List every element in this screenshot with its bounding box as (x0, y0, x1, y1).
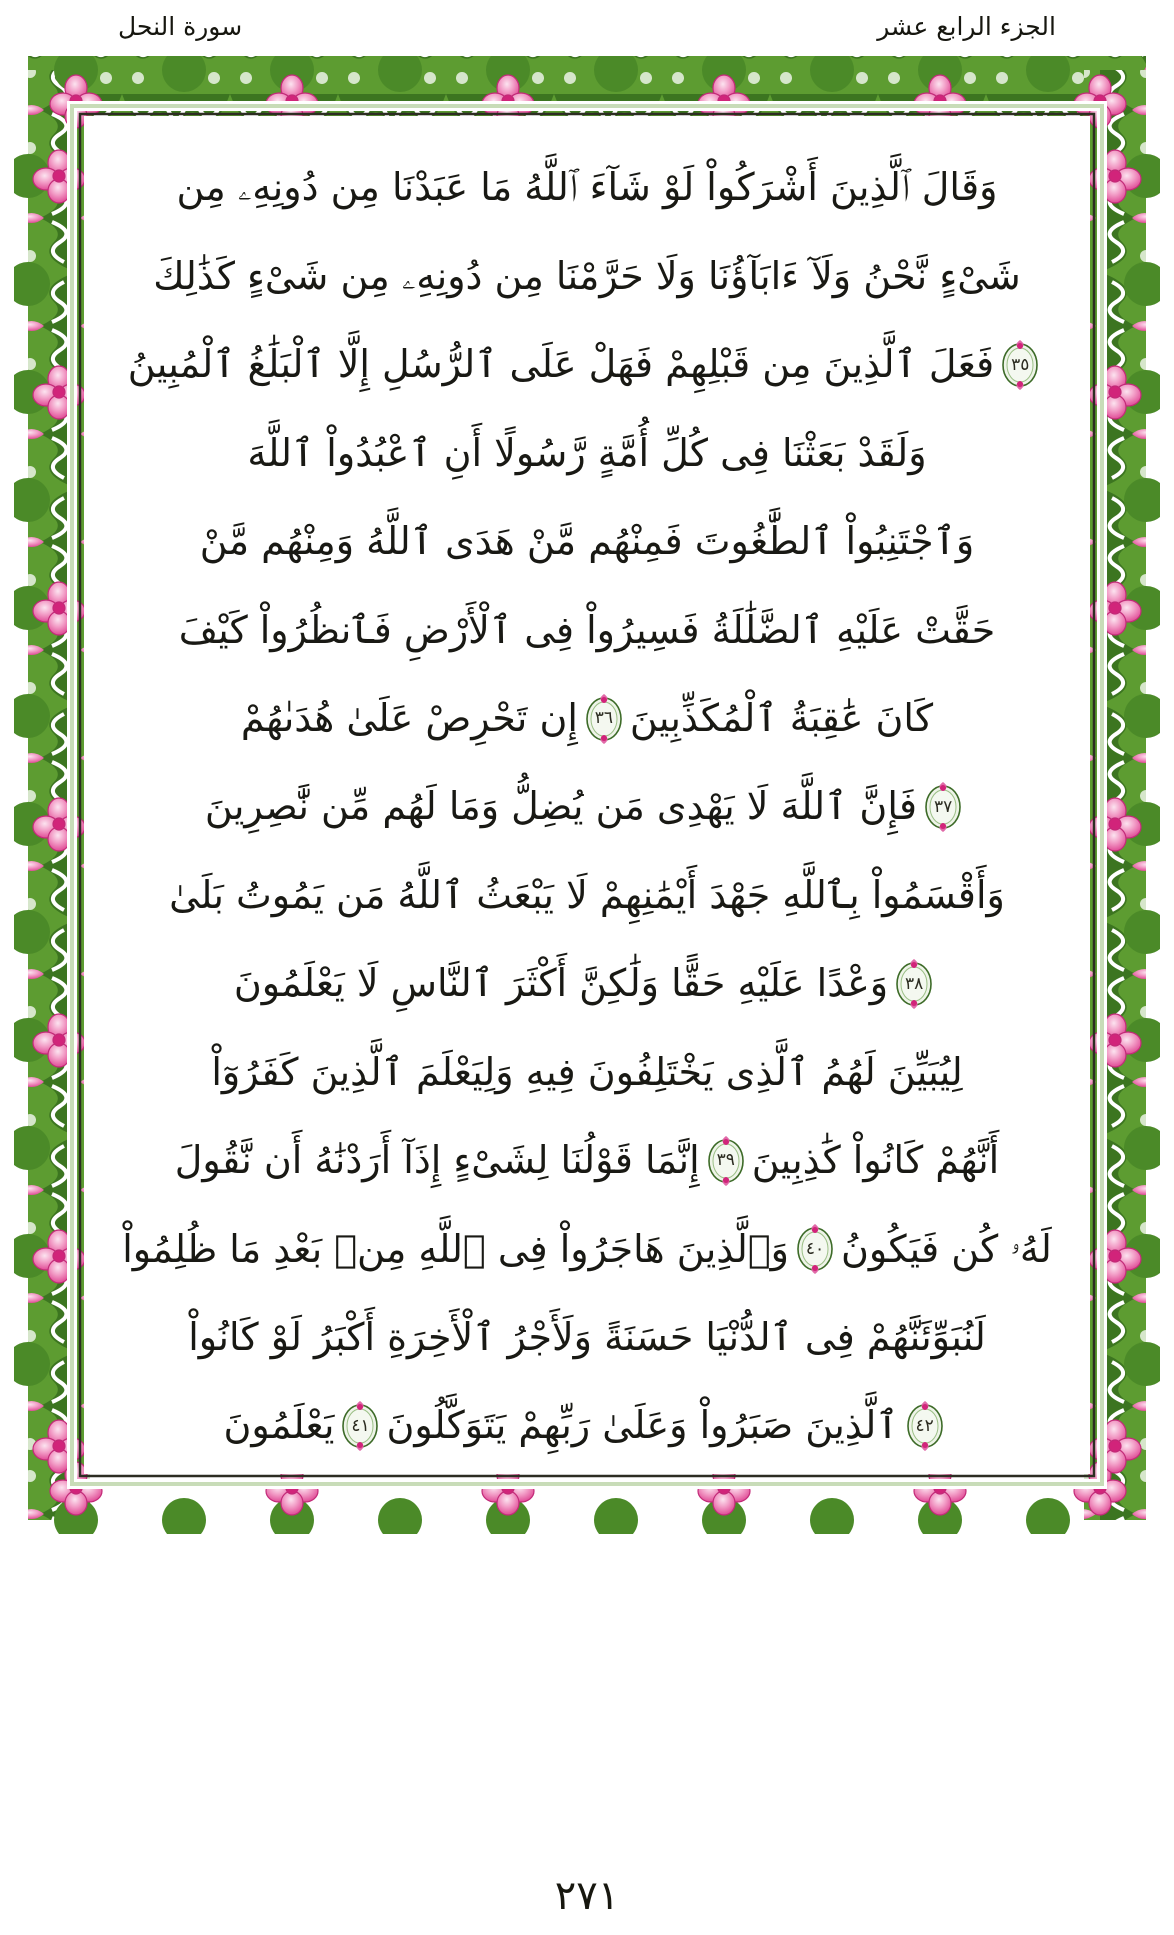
quran-line-5-text: وَٱجْتَنِبُواْ ٱلطَّٰغُوتَ فَمِنْهُم مَّنْ هَدَى ٱللَّهُ وَمِنْهُم مَّنْ (199, 519, 975, 564)
quran-line-15-text-a: يَعْلَمُونَ (223, 1403, 335, 1448)
surah-name-header: سورة النحل (118, 11, 243, 41)
quran-line-13-text-b: وَٱلَّذِينَ هَاجَرُواْ فِى ٱللَّهِ مِنۢ بَعْدِ مَا ظُلِمُواْ (122, 1226, 789, 1271)
quran-line-11 (106, 1034, 1068, 1110)
quran-line-7-text-a: كَانَ عَٰقِبَةُ ٱلْمُكَذِّبِينَ (629, 696, 934, 741)
ayah-number-36: ٣٦ (594, 708, 614, 729)
quran-line-6-text: حَقَّتْ عَلَيْهِ ٱلضَّلَٰلَةُ فَسِيرُواْ فِى ٱلْأَرْضِ فَٱنظُرُواْ كَيْفَ (178, 607, 996, 652)
quran-line-12-text-b: إِنَّمَا قَوْلُنَا لِشَىْءٍ إِذَآ أَرَدْنَٰهُ أَن نَّقُولَ (174, 1138, 700, 1183)
quran-line-9-text: وَأَقْسَمُواْ بِٱللَّهِ جَهْدَ أَيْمَٰنِهِمْ لَا يَبْعَثُ ٱللَّهُ مَن يَمُوتُ بَلَىٰ (169, 872, 1005, 917)
quran-line-2-text: شَىْءٍ نَّحْنُ وَلَآ ءَابَآؤُنَا وَلَا حَرَّمْنَا مِن دُونِهِۦ مِن شَىْءٍ كَذَٰلِكَ (153, 253, 1021, 298)
ayah-number-41: ٤١ (351, 1415, 370, 1436)
quran-line-6 (106, 592, 1068, 668)
quran-line-7 (106, 681, 1068, 757)
quran-line-1 (106, 150, 1068, 226)
quran-line-7-text-b: إِن تَحْرِصْ عَلَىٰ هُدَىٰهُمْ (240, 696, 578, 741)
running-header (0, 0, 1174, 52)
quran-line-14 (106, 1299, 1068, 1375)
ayah-marker-35[interactable] (999, 338, 1041, 392)
ayah-number-35: ٣٥ (1011, 354, 1030, 375)
quran-line-2 (106, 238, 1068, 314)
quran-line-4-text: وَلَقَدْ بَعَثْنَا فِى كُلِّ أُمَّةٍ رَّسُولًا أَنِ ٱعْبُدُواْ ٱللَّهَ (247, 430, 927, 475)
quran-line-3-text: فَعَلَ ٱلَّذِينَ مِن قَبْلِهِمْ فَهَلْ عَلَى ٱلرُّسُلِ إِلَّا ٱلْبَلَٰغُ ٱلْمُبِينُ (127, 342, 995, 387)
ayah-number-39: ٣٩ (716, 1150, 735, 1171)
quran-line-3 (106, 327, 1068, 403)
ornamental-page-frame (14, 56, 1160, 1534)
quran-line-14-text: لَنُبَوِّئَنَّهُمْ فِى ٱلدُّنْيَا حَسَنَةً وَلَأَجْرُ ٱلْأَخِرَةِ أَكْبَرُ لَوْ كَانُواْ (188, 1314, 986, 1359)
quran-line-12-text-a: أَنَّهُمْ كَانُواْ كَٰذِبِينَ (751, 1138, 1000, 1183)
ayah-number-37: ٣٧ (933, 796, 953, 817)
ayah-marker-36[interactable] (583, 692, 625, 746)
ayah-marker-41[interactable] (339, 1399, 381, 1453)
quran-line-5 (106, 504, 1068, 580)
quran-line-9 (106, 857, 1068, 933)
ayah-marker-37[interactable] (922, 780, 964, 834)
quran-line-8-text: فَإِنَّ ٱللَّهَ لَا يَهْدِى مَن يُضِلُّ وَمَا لَهُم مِّن نَّٰصِرِينَ (204, 784, 918, 829)
page-number: ٢٧١ (554, 1873, 620, 1919)
quran-line-12 (106, 1123, 1068, 1199)
ayah-marker-39[interactable] (705, 1134, 747, 1188)
quran-line-8 (106, 769, 1068, 845)
ayah-marker-38[interactable] (893, 957, 935, 1011)
quran-line-1-text: وَقَالَ ٱلَّذِينَ أَشْرَكُواْ لَوْ شَآءَ ٱللَّهُ مَا عَبَدْنَا مِن دُونِهِۦ مِن (176, 165, 998, 210)
quran-line-15-text-b: ٱلَّذِينَ صَبَرُواْ وَعَلَىٰ رَبِّهِمْ يَتَوَكَّلُونَ (386, 1403, 899, 1448)
quran-line-11-text: لِيُبَيِّنَ لَهُمُ ٱلَّذِى يَخْتَلِفُونَ فِيهِ وَلِيَعْلَمَ ٱلَّذِينَ كَفَرُوٓاْ (211, 1049, 963, 1094)
ayah-marker-40[interactable] (794, 1222, 836, 1276)
quran-line-15 (106, 1388, 1068, 1464)
quran-text-block (84, 116, 1090, 1474)
quran-line-13-text-a: لَهُۥ كُن فَيَكُونُ (840, 1226, 1052, 1271)
quran-line-10-text: وَعْدًا عَلَيْهِ حَقًّا وَلَٰكِنَّ أَكْثَرَ ٱلنَّاسِ لَا يَعْلَمُونَ (233, 961, 889, 1006)
ayah-number-40: ٤٠ (805, 1238, 825, 1259)
ayah-number-38: ٣٨ (905, 973, 924, 994)
quran-line-4 (106, 415, 1068, 491)
quran-line-10 (106, 946, 1068, 1022)
quran-line-13 (106, 1211, 1068, 1287)
ayah-marker-42[interactable] (904, 1399, 946, 1453)
ayah-number-42: ٤٢ (915, 1415, 934, 1436)
juz-name-header: الجزء الرابع عشر (877, 11, 1056, 41)
